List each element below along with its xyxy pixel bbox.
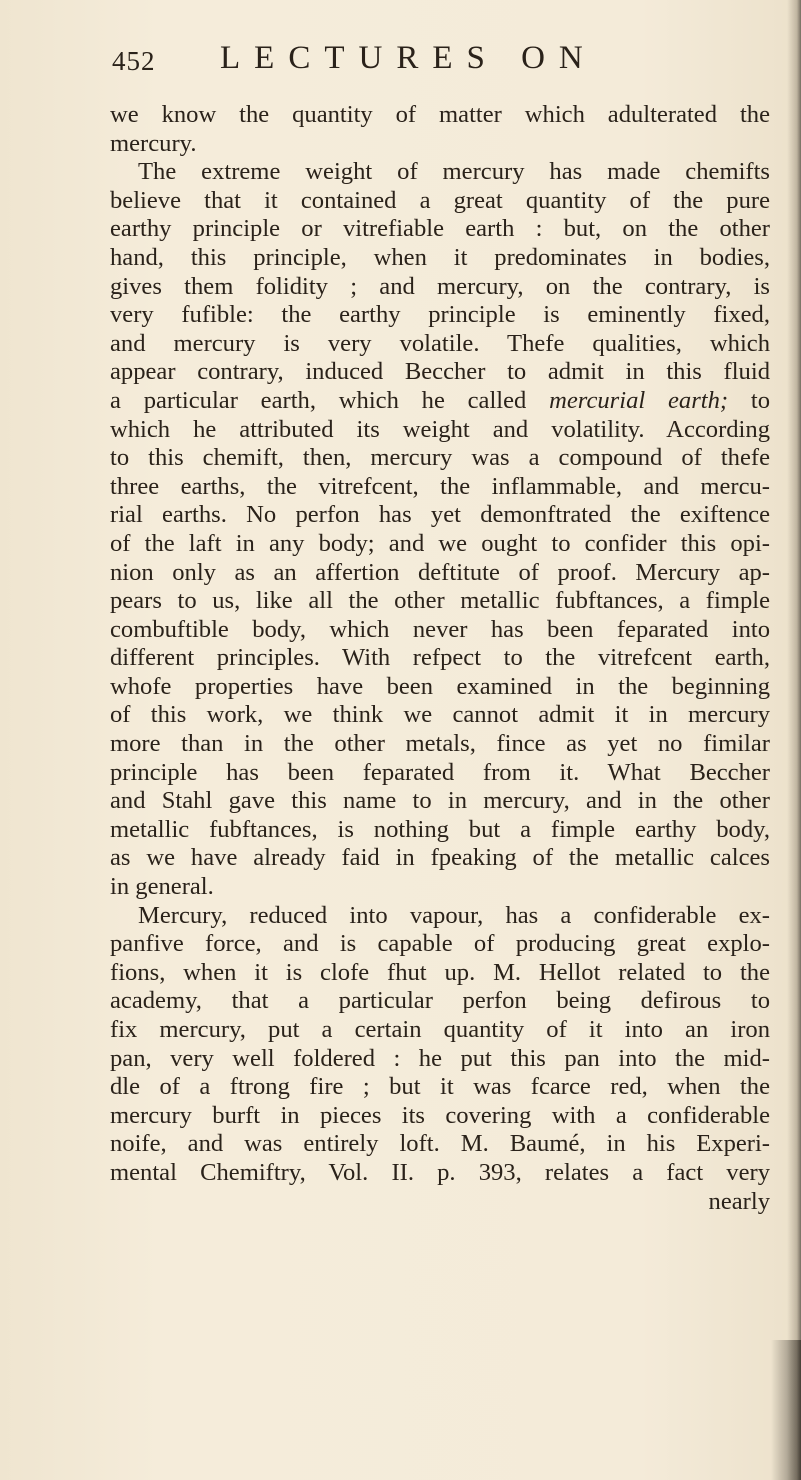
- text-line: hand, this principle, when it predominates in bodies,: [110, 243, 770, 271]
- text-line: as we have already faid in fpeaking of the metallic calces: [110, 844, 770, 872]
- text-line: appear contrary, induced Beccher to admit in this fluid: [110, 358, 770, 386]
- text-line: whofe properties have been examined in the beginning: [110, 672, 770, 700]
- text-line: and mercury is very volatile. Thefe qualities, which: [110, 329, 770, 357]
- text-line: rial earths. No perfon has yet demonftrated the exiftence: [110, 501, 770, 529]
- text-line: and Stahl gave this name to in mercury, and in the other: [110, 787, 770, 815]
- text-line: Mercury, reduced into vapour, has a confiderable ex-: [138, 901, 770, 929]
- text-line: mercury burft in pieces its covering with a confiderable: [110, 1101, 770, 1129]
- text-line: noife, and was entirely loft. M. Baumé, in his Experi-: [110, 1130, 770, 1158]
- text-line: three earths, the vitrefcent, the inflammable, and mercu-: [110, 472, 770, 500]
- running-head: LECTURES ON: [220, 40, 597, 76]
- text-line: panfive force, and is capable of producing great explo-: [110, 930, 770, 958]
- text-line: gives them folidity ; and mercury, on the contrary, is: [110, 272, 770, 300]
- text-line: nion only as an affertion deftitute of proof. Mercury ap-: [110, 558, 770, 586]
- text-line: mental Chemiftry, Vol. II. p. 393, relates a fact very: [110, 1158, 770, 1186]
- text-line: nearly: [708, 1187, 770, 1215]
- text-line: we know the quantity of matter which adulterated the: [110, 101, 770, 128]
- page-corner-shadow: [771, 1340, 801, 1480]
- text-line: dle of a ftrong fire ; but it was fcarce red, when the: [110, 1073, 770, 1101]
- text-line: a particular earth, which he called mercurial earth; to: [110, 386, 770, 414]
- text-line: of this work, we think we cannot admit it in mercury: [110, 701, 770, 729]
- text-line: fix mercury, put a certain quantity of it into an iron: [110, 1016, 770, 1043]
- page-header: [112, 40, 782, 88]
- text-line: more than in the other metals, fince as yet no fimilar: [110, 730, 770, 758]
- body-text: [110, 101, 770, 1216]
- text-line: believe that it contained a great quantity of the pure: [110, 186, 770, 214]
- text-line: pears to us, like all the other metallic fubftances, a fimple: [110, 587, 770, 615]
- page-number: 452: [112, 46, 156, 76]
- text-line: of the laft in any body; and we ought to confider this opi-: [110, 529, 770, 557]
- text-line: very fufible: the earthy principle is eminently fixed,: [110, 301, 770, 329]
- text-line: pan, very well foldered : he put this pan into the mid-: [110, 1044, 770, 1072]
- text-line: metallic fubftances, is nothing but a fimple earthy body,: [110, 815, 770, 843]
- text-line: to this chemift, then, mercury was a compound of thefe: [110, 444, 770, 472]
- text-line: academy, that a particular perfon being defirous to: [110, 987, 770, 1015]
- text-line: in general.: [110, 873, 214, 901]
- text-line: The extreme weight of mercury has made chemifts: [138, 158, 770, 186]
- text-line: fions, when it is clofe fhut up. M. Hellot related to the: [110, 958, 770, 986]
- text-line: different principles. With refpect to the vitrefcent earth,: [110, 644, 770, 672]
- text-line: combuftible body, which never has been feparated into: [110, 615, 770, 643]
- page-edge-shadow: [787, 0, 801, 1480]
- text-line: earthy principle or vitrefiable earth : but, on the other: [110, 215, 770, 243]
- text-line: mercury.: [110, 129, 197, 157]
- text-line: which he attributed its weight and volatility. According: [110, 415, 770, 443]
- text-line: principle has been feparated from it. What Beccher: [110, 758, 770, 786]
